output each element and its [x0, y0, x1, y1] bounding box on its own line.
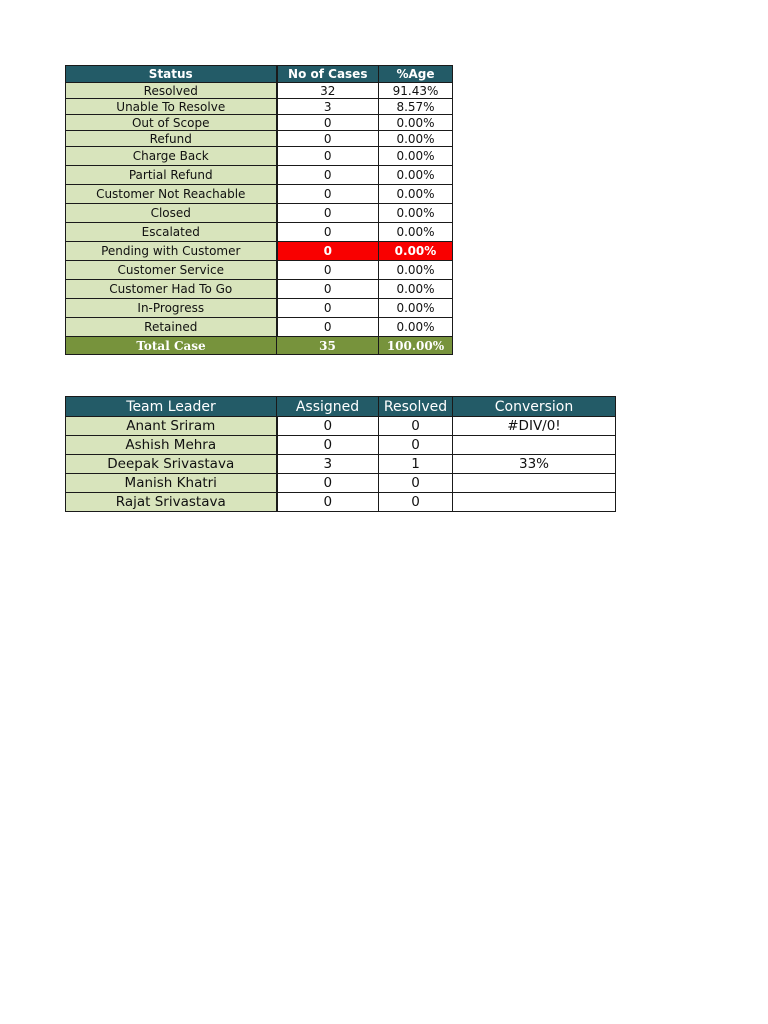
leader-cell: Rajat Srivastava: [66, 493, 277, 512]
conversion-cell: 33%: [453, 455, 616, 474]
pct-cell: 0.00%: [379, 131, 453, 147]
pct-cell: 0.00%: [379, 166, 453, 185]
status-cell: Retained: [66, 318, 277, 337]
status-cell: In-Progress: [66, 299, 277, 318]
pct-cell: 0.00%: [379, 261, 453, 280]
resolved-cell: 0: [379, 474, 453, 493]
status-cell: Customer Had To Go: [66, 280, 277, 299]
status-row: [66, 83, 453, 99]
assigned-cell: 0: [277, 474, 379, 493]
assigned-cell: 3: [277, 455, 379, 474]
pct-cell: 0.00%: [379, 299, 453, 318]
header-assigned: Assigned: [277, 397, 379, 417]
status-cell: Customer Not Reachable: [66, 185, 277, 204]
leader-cell: Manish Khatri: [66, 474, 277, 493]
status-row: [66, 115, 453, 131]
header-resolved: Resolved: [379, 397, 453, 417]
pct-cell: 0.00%: [379, 204, 453, 223]
cases-cell: 3: [277, 99, 379, 115]
status-row: [66, 223, 453, 242]
resolved-cell: 0: [379, 493, 453, 512]
header-conversion: Conversion: [453, 397, 616, 417]
team-row: [66, 455, 616, 474]
header-percentage: %Age: [379, 66, 453, 83]
status-summary-table: [65, 65, 453, 355]
pct-cell: 8.57%: [379, 99, 453, 115]
leader-cell: Ashish Mehra: [66, 436, 277, 455]
pct-cell: 0.00%: [379, 115, 453, 131]
status-cell: Unable To Resolve: [66, 99, 277, 115]
pct-cell: 0.00%: [379, 147, 453, 166]
conversion-cell: [453, 493, 616, 512]
conversion-cell: [453, 474, 616, 493]
status-cell: Customer Service: [66, 261, 277, 280]
status-cell: Charge Back: [66, 147, 277, 166]
cases-cell: 0: [277, 261, 379, 280]
cases-cell: 0: [277, 299, 379, 318]
team-row: [66, 474, 616, 493]
conversion-cell: [453, 436, 616, 455]
pct-cell: 0.00%: [379, 223, 453, 242]
cases-cell: 0: [277, 242, 379, 261]
cases-cell: 0: [277, 204, 379, 223]
status-cell: Escalated: [66, 223, 277, 242]
status-header-row: [66, 66, 453, 83]
assigned-cell: 0: [277, 493, 379, 512]
status-cell: Resolved: [66, 83, 277, 99]
leader-cell: Anant Sriram: [66, 417, 277, 436]
team-header-row: [66, 397, 616, 417]
header-team-leader: Team Leader: [66, 397, 277, 417]
cases-cell: 32: [277, 83, 379, 99]
total-pct: 100.00%: [379, 337, 453, 355]
status-row: [66, 242, 453, 261]
cases-cell: 0: [277, 318, 379, 337]
status-cell: Out of Scope: [66, 115, 277, 131]
status-row: [66, 299, 453, 318]
status-cell: Refund: [66, 131, 277, 147]
resolved-cell: 0: [379, 436, 453, 455]
cases-cell: 0: [277, 223, 379, 242]
status-row: [66, 318, 453, 337]
status-cell: Closed: [66, 204, 277, 223]
status-cell: Pending with Customer: [66, 242, 277, 261]
assigned-cell: 0: [277, 417, 379, 436]
status-row: [66, 166, 453, 185]
resolved-cell: 1: [379, 455, 453, 474]
status-row: [66, 185, 453, 204]
total-cases: 35: [277, 337, 379, 355]
leader-cell: Deepak Srivastava: [66, 455, 277, 474]
status-row: [66, 99, 453, 115]
team-row: [66, 436, 616, 455]
status-row: [66, 147, 453, 166]
cases-cell: 0: [277, 166, 379, 185]
team-row: [66, 417, 616, 436]
pct-cell: 0.00%: [379, 185, 453, 204]
cases-cell: 0: [277, 280, 379, 299]
status-cell: Partial Refund: [66, 166, 277, 185]
cases-cell: 0: [277, 185, 379, 204]
cases-cell: 0: [277, 147, 379, 166]
assigned-cell: 0: [277, 436, 379, 455]
status-row: [66, 261, 453, 280]
pct-cell: 91.43%: [379, 83, 453, 99]
team-leader-table: [65, 396, 616, 512]
pct-cell: 0.00%: [379, 280, 453, 299]
pct-cell: 0.00%: [379, 318, 453, 337]
status-row: [66, 280, 453, 299]
team-row: [66, 493, 616, 512]
status-total-row: [66, 337, 453, 355]
cases-cell: 0: [277, 131, 379, 147]
cases-cell: 0: [277, 115, 379, 131]
header-status: Status: [66, 66, 277, 83]
header-no-of-cases: No of Cases: [277, 66, 379, 83]
pct-cell: 0.00%: [379, 242, 453, 261]
total-label: Total Case: [66, 337, 277, 355]
resolved-cell: 0: [379, 417, 453, 436]
status-row: [66, 131, 453, 147]
conversion-cell: #DIV/0!: [453, 417, 616, 436]
status-row: [66, 204, 453, 223]
